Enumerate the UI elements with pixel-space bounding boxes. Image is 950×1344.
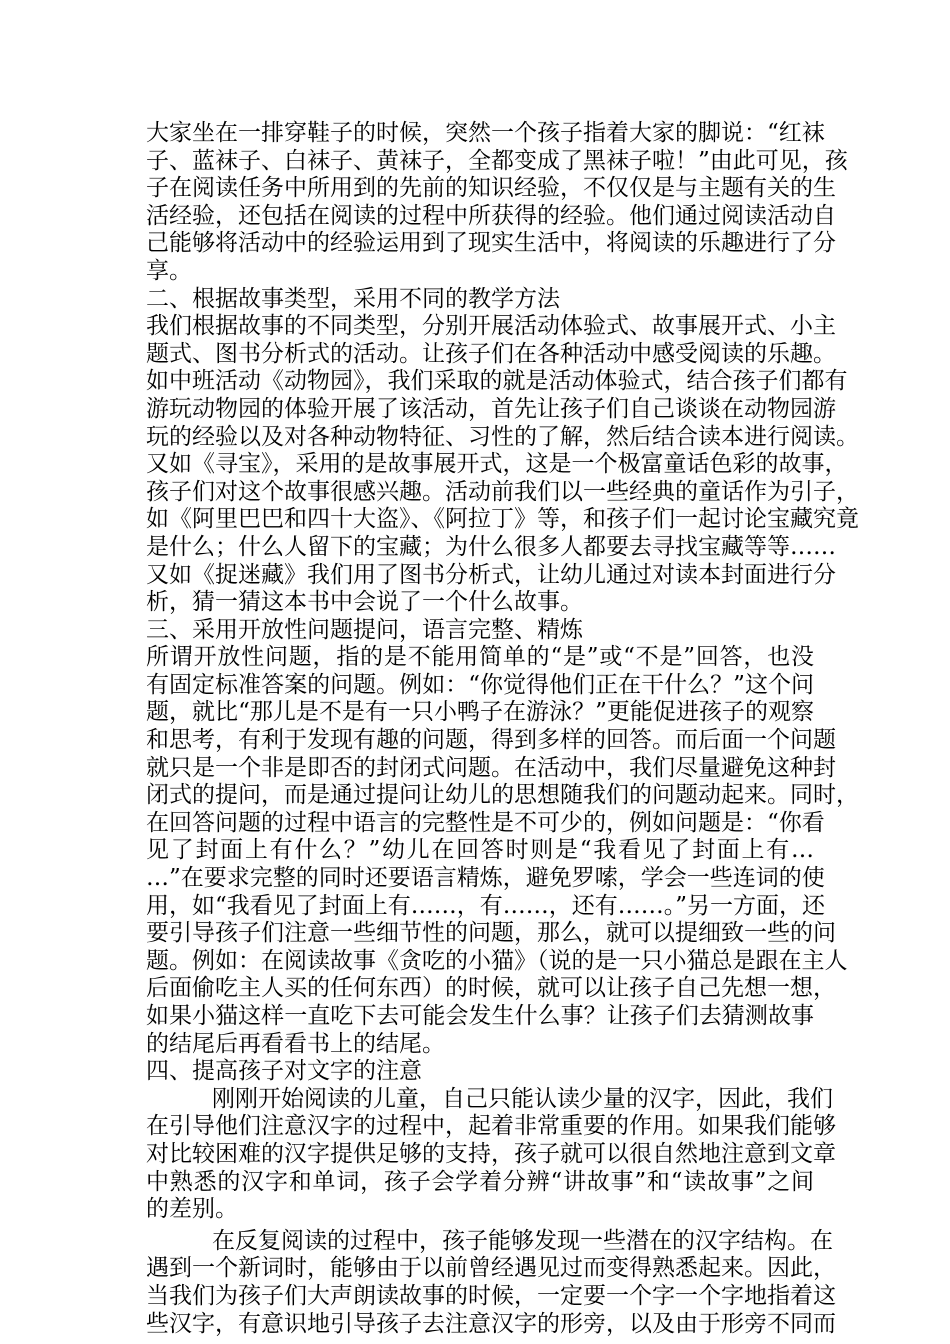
text-line: 题式、图书分析式的活动。让孩子们在各种活动中感受阅读的乐趣。 <box>146 340 836 367</box>
text-line: 在回答问题的过程中语言的完整性是不可少的，例如问题是：“你看 <box>146 809 825 836</box>
text-line: 就只是一个非是即否的封闭式问题。在活动中，我们尽量避免这种封 <box>146 754 836 781</box>
text-line: 的结尾后再看看书上的结尾。 <box>146 1030 445 1057</box>
text-line: …”在要求完整的同时还要语言精炼，避免罗嗦，学会一些连词的使 <box>146 865 825 892</box>
text-line: 游玩动物园的体验开展了该活动，首先让孩子们自己谈谈在动物园游 <box>146 395 836 422</box>
text-line: 享。 <box>146 257 192 284</box>
text-line: 和思考，有利于发现有趣的问题，得到多样的回答。而后面一个问题 <box>146 727 836 754</box>
text-line: 孩子们对这个故事很感兴趣。活动前我们以一些经典的童话作为引子， <box>146 478 859 505</box>
text-line: 些汉字，有意识地引导孩子去注意汉字的形旁，以及由于形旁不同而 <box>146 1310 836 1337</box>
text-line: 如《阿里巴巴和四十大盗》、《阿拉丁》等，和孩子们一起讨论宝藏究竟 <box>146 506 859 533</box>
text-line: 子、蓝袜子、白袜子、黄袜子，全都变成了黑袜子啦！”由此可见，孩 <box>146 147 848 174</box>
text-line: 遇到一个新词时，能够由于以前曾经遇见过而变得熟悉起来。因此， <box>146 1255 836 1282</box>
section-heading: 二、根据故事类型，采用不同的教学方法 <box>146 285 560 312</box>
text-line: 后面偷吃主人买的任何东西）的时候，就可以让孩子自己先想一想， <box>146 975 836 1002</box>
text-line: 有固定标准答案的问题。例如：“你觉得他们正在干什么？”这个问 <box>146 671 814 698</box>
text-line: 大家坐在一排穿鞋子的时候，突然一个孩子指着大家的脚说：“红袜 <box>146 120 825 146</box>
text-line: 题，就比“那儿是不是有一只小鸭子在游泳？”更能促进孩子的观察 <box>146 699 814 726</box>
text-line: 如果小猫这样一直吃下去可能会发生什么事？让孩子们去猜测故事 <box>146 1003 814 1029</box>
text-line: 在反复阅读的过程中，孩子能够发现一些潜在的汉字结构。在 <box>212 1227 833 1254</box>
text-line: 所谓开放性问题，指的是不能用简单的“是”或“不是”回答，也没 <box>146 644 814 671</box>
text-line: 己能够将活动中的经验运用到了现实生活中，将阅读的乐趣进行了分 <box>146 230 836 257</box>
text-line: 子在阅读任务中所用到的先前的知识经验，不仅仅是与主题有关的生 <box>146 175 836 202</box>
text-line: 要引导孩子们注意一些细节性的问题，那么，就可以提细致一些的问 <box>146 920 836 947</box>
text-line: 如中班活动《动物园》，我们采取的就是活动体验式，结合孩子们都有 <box>146 368 848 395</box>
text-line: 我们根据故事的不同类型，分别开展活动体验式、故事展开式、小主 <box>146 313 836 340</box>
text-line: 对比较困难的汉字提供足够的支持，孩子就可以很自然地注意到文章 <box>146 1140 836 1167</box>
text-line: 刚刚开始阅读的儿童，自己只能认读少量的汉字，因此，我们 <box>212 1085 833 1112</box>
text-line: 当我们为孩子们大声朗读故事的时候，一定要一个字一个字地指着这 <box>146 1282 836 1309</box>
text-line: 在引导他们注意汉字的过程中，起着非常重要的作用。如果我们能够 <box>146 1113 836 1140</box>
text-line: 玩的经验以及对各种动物特征、习性的了解，然后结合读本进行阅读。 <box>146 423 859 450</box>
text-line: 见了封面上有什么？”幼儿在回答时则是“我看见了封面上有… <box>146 837 814 864</box>
text-line: 是什么；什么人留下的宝藏；为什么很多人都要去寻找宝藏等等…… <box>146 533 836 560</box>
text-line: 活经验，还包括在阅读的过程中所获得的经验。他们通过阅读活动自 <box>146 202 836 229</box>
text-line: 又如《寻宝》，采用的是故事展开式，这是一个极富童话色彩的故事， <box>146 451 848 478</box>
text-line: 中熟悉的汉字和单词，孩子会学着分辨“讲故事”和“读故事”之间 <box>146 1168 814 1195</box>
text-line: 的差别。 <box>146 1196 238 1223</box>
section-heading: 四、提高孩子对文字的注意 <box>146 1058 422 1085</box>
text-line: 又如《捉迷藏》我们用了图书分析式，让幼儿通过对读本封面进行分 <box>146 561 836 588</box>
text-line: 用，如“我看见了封面上有……，有……，还有……。”另一方面，还 <box>146 892 826 919</box>
text-line: 题。例如：在阅读故事《贪吃的小猫》（说的是一只小猫总是跟在主人 <box>146 947 848 974</box>
text-line: 闭式的提问，而是通过提问让幼儿的思想随我们的问题动起来。同时， <box>146 782 859 809</box>
text-line: 析，猜一猜这本书中会说了一个什么故事。 <box>146 589 583 616</box>
body-text <box>146 120 859 1338</box>
section-heading: 三、采用开放性问题提问，语言完整、精炼 <box>146 616 583 643</box>
